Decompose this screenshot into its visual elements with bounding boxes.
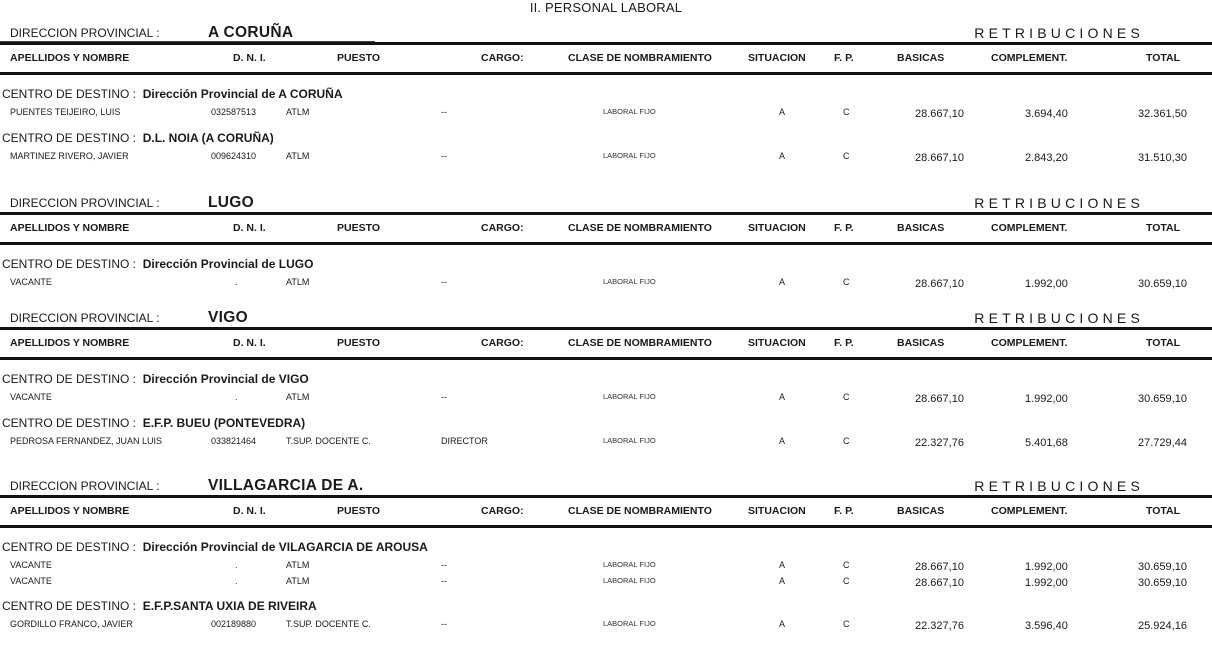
centro-destino	[0, 84, 1212, 103]
cell-fp: C	[843, 436, 850, 446]
retribuciones-label: RETRIBUCIONES	[974, 310, 1144, 326]
cell-fp: C	[843, 619, 850, 629]
col-situacion: SITUACION	[748, 222, 806, 234]
section-vigo	[0, 307, 1212, 450]
cell-complement: 3.596,40	[1025, 620, 1068, 632]
cell-fp: C	[843, 392, 850, 402]
centro-name: Dirección Provincial de LUGO	[142, 257, 314, 271]
provincia-label: DIRECCION PROVINCIAL :	[10, 196, 160, 210]
centro-label: CENTRO DE DESTINO :	[2, 257, 137, 271]
centro-destino	[0, 537, 1212, 556]
cell-cargo: --	[441, 107, 447, 117]
centro-name: Dirección Provincial de VIGO	[142, 372, 309, 386]
cell-nombre: VACANTE	[10, 277, 52, 287]
col-complement: COMPLEMENT.	[991, 222, 1068, 234]
cell-basicas: 22.327,76	[915, 620, 964, 632]
provincia-name: VIGO	[208, 309, 248, 326]
col-situacion: SITUACION	[748, 52, 806, 64]
centro-destino	[0, 128, 1212, 147]
provincia-label: DIRECCION PROVINCIAL :	[10, 26, 160, 40]
table-row	[0, 273, 1212, 291]
cell-basicas: 22.327,76	[915, 437, 964, 449]
col-cargo: CARGO:	[481, 505, 524, 517]
cell-dni: .	[235, 277, 238, 287]
table-header	[0, 327, 1212, 360]
centro-destino	[0, 413, 1212, 432]
table-row	[0, 615, 1212, 633]
cell-situacion: A	[779, 560, 786, 570]
table-row	[0, 572, 1212, 590]
col-dni: D. N. I.	[233, 222, 266, 234]
cell-total: 30.659,10	[1138, 278, 1187, 290]
cell-complement: 1.992,00	[1025, 278, 1068, 290]
col-puesto: PUESTO	[337, 337, 380, 349]
col-situacion: SITUACION	[748, 505, 806, 517]
cell-dni: 032587513	[211, 107, 257, 117]
cell-nombre: VACANTE	[10, 392, 52, 402]
cell-puesto: T.SUP. DOCENTE C.	[286, 619, 371, 629]
col-cargo: CARGO:	[481, 222, 524, 234]
cell-situacion: A	[779, 436, 786, 446]
section-lugo	[0, 192, 1212, 291]
table-row	[0, 388, 1212, 406]
cell-situacion: A	[779, 619, 786, 629]
col-cargo: CARGO:	[481, 337, 524, 349]
retribuciones-label: RETRIBUCIONES	[974, 25, 1144, 41]
cell-clase: LABORAL FIJO	[603, 619, 656, 628]
col-basicas: BASICAS	[897, 222, 945, 234]
cell-complement: 5.401,68	[1025, 437, 1068, 449]
cell-complement: 1.992,00	[1025, 561, 1068, 573]
cell-basicas: 28.667,10	[915, 108, 964, 120]
col-fp: F. P.	[834, 505, 854, 517]
col-total: TOTAL	[1146, 337, 1181, 349]
cell-complement: 3.694,40	[1025, 108, 1068, 120]
col-dni: D. N. I.	[233, 337, 266, 349]
col-basicas: BASICAS	[897, 52, 945, 64]
centro-destino	[0, 254, 1212, 273]
cell-cargo: --	[441, 560, 447, 570]
cell-basicas: 28.667,10	[915, 577, 964, 589]
col-complement: COMPLEMENT.	[991, 505, 1068, 517]
table-row	[0, 103, 1212, 121]
provincia-line	[0, 307, 1212, 327]
retribuciones-label: RETRIBUCIONES	[974, 195, 1144, 211]
cell-puesto: T.SUP. DOCENTE C.	[286, 436, 371, 446]
provincia-line	[0, 22, 1212, 42]
col-total: TOTAL	[1146, 52, 1181, 64]
cell-total: 25.924,16	[1138, 620, 1187, 632]
col-nombre: APELLIDOS Y NOMBRE	[10, 52, 130, 64]
centro-name: E.F.P.SANTA UXIA DE RIVEIRA	[142, 599, 317, 613]
cell-nombre: PEDROSA FERNANDEZ, JUAN LUIS	[10, 436, 163, 446]
centro-label: CENTRO DE DESTINO :	[2, 540, 137, 554]
cell-basicas: 28.667,10	[915, 393, 964, 405]
cell-situacion: A	[779, 277, 786, 287]
cell-fp: C	[843, 560, 850, 570]
provincia-line	[0, 475, 1212, 495]
table-header	[0, 495, 1212, 528]
cell-clase: LABORAL FIJO	[603, 277, 656, 286]
cell-dni: .	[235, 392, 238, 402]
cell-cargo: --	[441, 576, 447, 586]
centro-label: CENTRO DE DESTINO :	[2, 599, 137, 613]
cell-fp: C	[843, 107, 850, 117]
table-row	[0, 432, 1212, 450]
cell-situacion: A	[779, 392, 786, 402]
col-nombre: APELLIDOS Y NOMBRE	[10, 505, 130, 517]
cell-cargo: DIRECTOR	[441, 436, 488, 446]
centro-name: Dirección Provincial de VILAGARCIA DE AROUSA	[142, 540, 428, 554]
table-header	[0, 212, 1212, 245]
cell-basicas: 28.667,10	[915, 152, 964, 164]
col-nombre: APELLIDOS Y NOMBRE	[10, 337, 130, 349]
col-clase: CLASE DE NOMBRAMIENTO	[568, 222, 712, 234]
cell-situacion: A	[779, 576, 786, 586]
cell-total: 27.729,44	[1138, 437, 1187, 449]
centro-destino	[0, 369, 1212, 388]
cell-puesto: ATLM	[286, 392, 310, 402]
provincia-line	[0, 192, 1212, 212]
cell-cargo: --	[441, 277, 447, 287]
cell-nombre: VACANTE	[10, 576, 52, 586]
cell-dni: .	[235, 560, 238, 570]
centro-destino	[0, 596, 1212, 615]
col-basicas: BASICAS	[897, 337, 945, 349]
centro-label: CENTRO DE DESTINO :	[2, 87, 137, 101]
provincia-name: VILLAGARCIA DE A.	[208, 477, 364, 494]
cell-nombre: PUENTES TEIJEIRO, LUIS	[10, 107, 121, 117]
cell-dni: 009624310	[211, 151, 257, 161]
col-complement: COMPLEMENT.	[991, 337, 1068, 349]
col-dni: D. N. I.	[233, 505, 266, 517]
col-fp: F. P.	[834, 337, 854, 349]
table-row	[0, 147, 1212, 165]
cell-situacion: A	[779, 151, 786, 161]
cell-complement: 2.843,20	[1025, 152, 1068, 164]
cell-fp: C	[843, 277, 850, 287]
cell-clase: LABORAL FIJO	[603, 107, 656, 116]
col-puesto: PUESTO	[337, 505, 380, 517]
cell-puesto: ATLM	[286, 560, 310, 570]
centro-name: D.L. NOIA (A CORUÑA)	[142, 131, 274, 145]
col-total: TOTAL	[1146, 222, 1181, 234]
provincia-label: DIRECCION PROVINCIAL :	[10, 311, 160, 325]
cell-basicas: 28.667,10	[915, 278, 964, 290]
section-a-coruna	[0, 22, 1212, 165]
provincia-name: A CORUÑA	[208, 24, 294, 41]
cell-total: 32.361,50	[1138, 108, 1187, 120]
cell-cargo: --	[441, 392, 447, 402]
retribuciones-label: RETRIBUCIONES	[974, 478, 1144, 494]
col-fp: F. P.	[834, 52, 854, 64]
col-clase: CLASE DE NOMBRAMIENTO	[568, 337, 712, 349]
col-clase: CLASE DE NOMBRAMIENTO	[568, 505, 712, 517]
section-villagarcia	[0, 475, 1212, 633]
cell-complement: 1.992,00	[1025, 393, 1068, 405]
page-title: II. PERSONAL LABORAL	[529, 0, 683, 15]
cell-nombre: VACANTE	[10, 560, 52, 570]
cell-fp: C	[843, 576, 850, 586]
col-cargo: CARGO:	[481, 52, 524, 64]
cell-puesto: ATLM	[286, 576, 310, 586]
centro-name: E.F.P. BUEU (PONTEVEDRA)	[142, 416, 306, 430]
cell-dni: 002189880	[211, 619, 257, 629]
cell-clase: LABORAL FIJO	[603, 560, 656, 569]
col-puesto: PUESTO	[337, 222, 380, 234]
cell-cargo: --	[441, 151, 447, 161]
cell-puesto: ATLM	[286, 107, 310, 117]
cell-nombre: MARTINEZ RIVERO, JAVIER	[10, 151, 129, 161]
col-total: TOTAL	[1146, 505, 1181, 517]
centro-label: CENTRO DE DESTINO :	[2, 416, 137, 430]
centro-label: CENTRO DE DESTINO :	[2, 131, 137, 145]
cell-clase: LABORAL FIJO	[603, 576, 656, 585]
cell-situacion: A	[779, 107, 786, 117]
cell-total: 30.659,10	[1138, 577, 1187, 589]
provincia-label: DIRECCION PROVINCIAL :	[10, 479, 160, 493]
cell-clase: LABORAL FIJO	[603, 436, 656, 445]
cell-cargo: --	[441, 619, 447, 629]
col-clase: CLASE DE NOMBRAMIENTO	[568, 52, 712, 64]
cell-basicas: 28.667,10	[915, 561, 964, 573]
cell-puesto: ATLM	[286, 277, 310, 287]
centro-name: Dirección Provincial de A CORUÑA	[142, 87, 343, 101]
cell-dni: 033821464	[211, 436, 257, 446]
col-complement: COMPLEMENT.	[991, 52, 1068, 64]
cell-dni: .	[235, 576, 238, 586]
col-situacion: SITUACION	[748, 337, 806, 349]
col-nombre: APELLIDOS Y NOMBRE	[10, 222, 130, 234]
cell-total: 30.659,10	[1138, 561, 1187, 573]
cell-fp: C	[843, 151, 850, 161]
cell-complement: 1.992,00	[1025, 577, 1068, 589]
col-dni: D. N. I.	[233, 52, 266, 64]
col-fp: F. P.	[834, 222, 854, 234]
cell-clase: LABORAL FIJO	[603, 151, 656, 160]
cell-total: 30.659,10	[1138, 393, 1187, 405]
cell-total: 31.510,30	[1138, 152, 1187, 164]
centro-label: CENTRO DE DESTINO :	[2, 372, 137, 386]
cell-nombre: GORDILLO FRANCO, JAVIER	[10, 619, 133, 629]
col-puesto: PUESTO	[337, 52, 380, 64]
provincia-name: LUGO	[208, 194, 254, 211]
cell-puesto: ATLM	[286, 151, 310, 161]
col-basicas: BASICAS	[897, 505, 945, 517]
cell-clase: LABORAL FIJO	[603, 392, 656, 401]
table-header	[0, 42, 1212, 75]
